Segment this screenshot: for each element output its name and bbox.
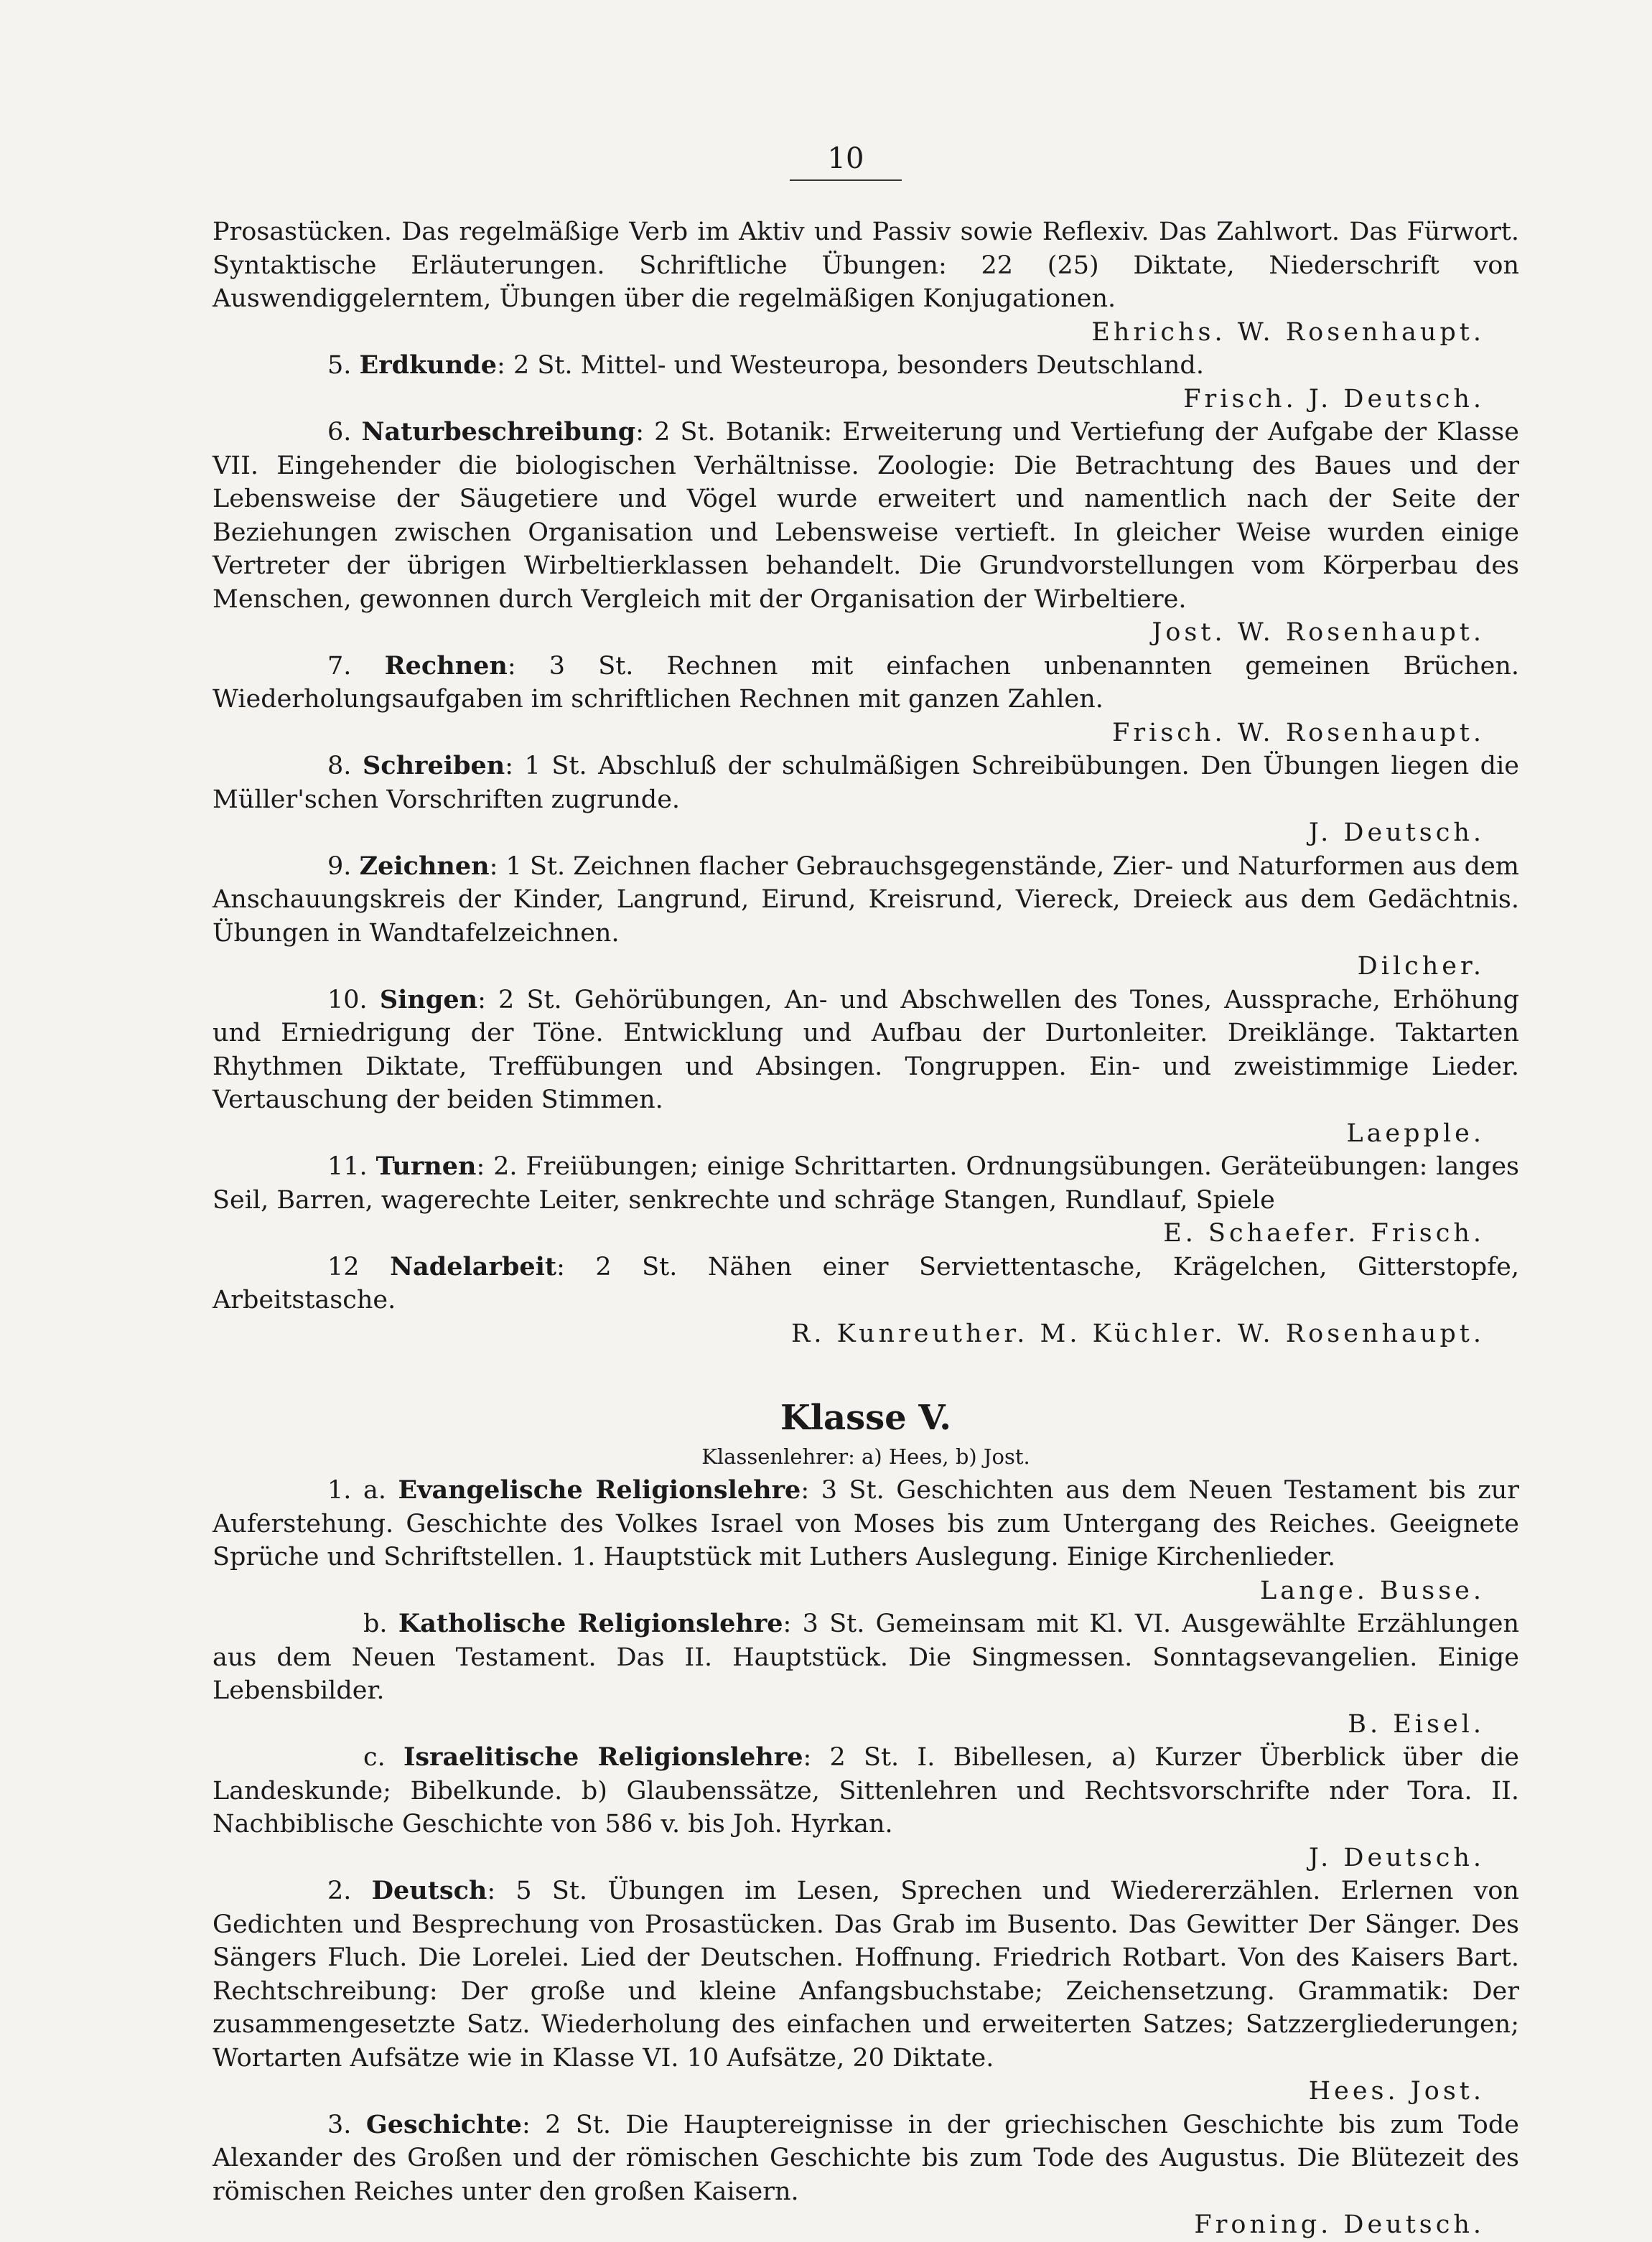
section-number: 3.	[327, 2110, 352, 2139]
section-number: c.	[363, 1743, 386, 1772]
teacher-signature: Jost. W. Rosenhaupt.	[1152, 618, 1485, 647]
teacher-signature: Hees. Jost.	[1308, 2077, 1485, 2106]
section-text: : 2 St. Gehörübungen, An- und Abschwellen des Tones, Aussprache, Erhöhung und Erniedrigung der Töne. Entwicklung und Aufbau der Durtonleiter. Dreiklänge. Taktarten Rhythmen Diktate, Treffübungen und Absingen. Tongruppen. Ein- und zweistimmige Lieder. Vertauschung der beiden Stimmen.	[213, 985, 1519, 1114]
section-heading: Singen	[379, 984, 478, 1014]
teacher-signature: J. Deutsch.	[1308, 1843, 1485, 1872]
page-number: 10	[827, 142, 864, 175]
teacher-signature: Lange. Busse.	[1259, 1576, 1485, 1605]
section-number: 11.	[327, 1152, 368, 1181]
section-heading: Israelitische Religionslehre	[403, 1742, 803, 1772]
section-number: 9.	[327, 851, 352, 881]
teacher-signature: Dilcher.	[1357, 952, 1485, 981]
page-content	[213, 215, 1519, 2242]
section-heading: Rechnen	[384, 650, 508, 681]
teacher-signature: Frisch. J. Deutsch.	[1183, 384, 1485, 414]
section-text: : 3 St. Geschichten aus dem Neuen Testament bis zur Auferstehung. Geschichte des Volkes Israel von Moses bis zum Untergang des Reiches. Geeignete Sprüche und Schriftstellen. 1. Hauptstück mit Luthers Auslegung. Einige Kirchenlieder.	[213, 1476, 1519, 1571]
section-text: : 1 St. Zeichnen flacher Gebrauchsgegenstände, Zier- und Naturformen aus dem Anschauungskreis der Kinder, Langrund, Eirund, Kreisrund, Viereck, Dreieck aus dem Gedächtnis. Übungen in Wandtafelzeichnen.	[213, 851, 1519, 948]
section-number: 2.	[327, 1877, 352, 1905]
section-text: : 3 St. Gemeinsam mit Kl. VI. Ausgewählte Erzählungen aus dem Neuen Testament. Das II. Hauptstück. Die Singmessen. Sonntagsevangelien. Einige Lebensbilder.	[213, 1610, 1519, 1705]
section-erdkunde	[213, 349, 1519, 383]
section-text: : 2 St. Botanik: Erweiterung und Vertiefung der Aufgabe der Klasse VII. Eingehender die biologischen Verhältnisse. Zoologie: Die Betrachtung des Baues und der Lebensweise der Säugetiere und Vögel wurde erweitert und namentlich nach der Seite der Beziehungen zwischen Organisation und Lebensweise vertieft. In gleicher Weise wurden einige Vertreter der übrigen Wirbeltierklassen behandelt. Die Grundvorstellungen vom Körperbau des Menschen, gewonnen durch Vergleich mit der Organisation der Wirbeltiere.	[213, 418, 1519, 614]
section-number: 1. a.	[327, 1476, 386, 1505]
section-heading: Zeichnen	[359, 851, 490, 881]
section-text: : 1 St. Abschluß der schulmäßigen Schreibübungen. Den Übungen liegen die Müller'schen Vorschriften zugrunde.	[213, 752, 1519, 814]
section-heading: Katholische Religionslehre	[398, 1609, 783, 1638]
teacher-signature: B. Eisel.	[1348, 1709, 1485, 1739]
teacher-signature: Laepple.	[1346, 1118, 1485, 1148]
section-israelitische-religionslehre	[213, 1741, 1519, 1841]
section-number: 10.	[327, 985, 368, 1014]
section-deutsch	[213, 1874, 1519, 2075]
teacher-signature: R. Kunreuther. M. Küchler. W. Rosenhaupt.	[791, 1319, 1485, 1348]
section-heading: Turnen	[375, 1152, 477, 1181]
section-turnen	[213, 1150, 1519, 1217]
section-number: 12	[327, 1252, 360, 1281]
section-heading: Geschichte	[365, 2109, 522, 2139]
continued-paragraph: Prosastücken. Das regelmäßige Verb im Aktiv und Passiv sowie Reflexiv. Das Zahlwort. Das Fürwort. Syntaktische Erläuterungen. Schriftliche Übungen: 22 (25) Diktate, Niederschrift von Auswendiggelerntem, Übungen über die regelmäßigen Konjugationen.	[213, 218, 1519, 313]
section-number: b.	[363, 1610, 388, 1638]
teacher-signature: E. Schaefer. Frisch.	[1163, 1219, 1485, 1248]
section-heading: Erdkunde	[359, 350, 498, 380]
teacher-signature: Frisch. W. Rosenhaupt.	[1112, 718, 1485, 747]
section-text: : 3 St. Rechnen mit einfachen unbenannten gemeinen Brüchen. Wiederholungsaufgaben im schriftlichen Rechnen mit ganzen Zahlen.	[213, 651, 1519, 714]
section-heading: Nadelarbeit	[390, 1251, 557, 1281]
section-rechnen	[213, 650, 1519, 716]
class-teachers: Klassenlehrer: a) Hees, b) Jost.	[701, 1444, 1030, 1469]
section-text: : 2 St. Nähen einer Serviettentasche, Krägelchen, Gitterstopfe, Arbeitstasche.	[213, 1252, 1519, 1314]
section-nadelarbeit	[213, 1251, 1519, 1317]
section-text: : 2. Freiübungen; einige Schrittarten. Ordnungsübungen. Geräteübungen: langes Seil, Barren, wagerechte Leiter, senkrechte und schräge Stangen, Rundlauf, Spiele	[213, 1152, 1519, 1215]
section-text: : 2 St. Mittel- und Westeuropa, besonders Deutschland.	[497, 351, 1204, 380]
section-number: 6.	[327, 418, 352, 447]
section-katholische-religionslehre	[213, 1607, 1519, 1708]
section-number: 5.	[327, 351, 352, 380]
section-number: 8.	[327, 752, 352, 780]
section-heading: Naturbeschreibung	[361, 417, 636, 447]
section-zeichnen	[213, 850, 1519, 950]
section-text: : 2 St. I. Bibellesen, a) Kurzer Überblick über die Landeskunde; Bibelkunde. b) Glaubenssätze, Sittenlehren und Rechtsvorschrifte nder Tora. II. Nachbiblische Geschichte von 586 v. bis Joh. Hyrkan.	[213, 1743, 1519, 1839]
teacher-signature: J. Deutsch.	[1308, 818, 1485, 847]
section-naturbeschreibung	[213, 416, 1519, 616]
section-geschichte	[213, 2108, 1519, 2209]
section-heading: Schreiben	[362, 751, 505, 780]
class-heading: Klasse V.	[780, 1398, 951, 1438]
section-heading: Evangelische Religionslehre	[398, 1475, 801, 1505]
section-schreiben	[213, 749, 1519, 816]
section-text: : 2 St. Die Hauptereignisse in der griechischen Geschichte bis zum Tode Alexander des Großen und der römischen Geschichte bis zum Tode des Augustus. Die Blütezeit des römischen Reiches unter den großen Kaisern.	[213, 2110, 1519, 2206]
section-evangelische-religionslehre	[213, 1474, 1519, 1574]
teacher-signature: Ehrichs. W. Rosenhaupt.	[1091, 317, 1485, 347]
section-singen	[213, 984, 1519, 1117]
section-text: : 5 St. Übungen im Lesen, Sprechen und Wiedererzählen. Erlernen von Gedichten und Besprechung von Prosastücken. Das Grab im Busento. Das Gewitter Der Sänger. Des Sängers Fluch. Die Lorelei. Lied der Deutschen. Hoffnung. Friedrich Rotbart. Von des Kaisers Bart. Rechtschreibung: Der große und kleine Anfangsbuchstabe; Zeichensetzung. Grammatik: Der zusammengesetzte Satz. Wiederholung des einfachen und erweiterten Satzes; Satzzergliederungen; Wortarten Aufsätze wie in Klasse VI. 10 Aufsätze, 20 Diktate.	[213, 1877, 1519, 2073]
teacher-signature: Froning. Deutsch.	[1194, 2210, 1485, 2239]
section-heading: Deutsch	[371, 1876, 487, 1905]
section-number: 7.	[327, 651, 352, 681]
page-number-rule	[790, 179, 902, 181]
